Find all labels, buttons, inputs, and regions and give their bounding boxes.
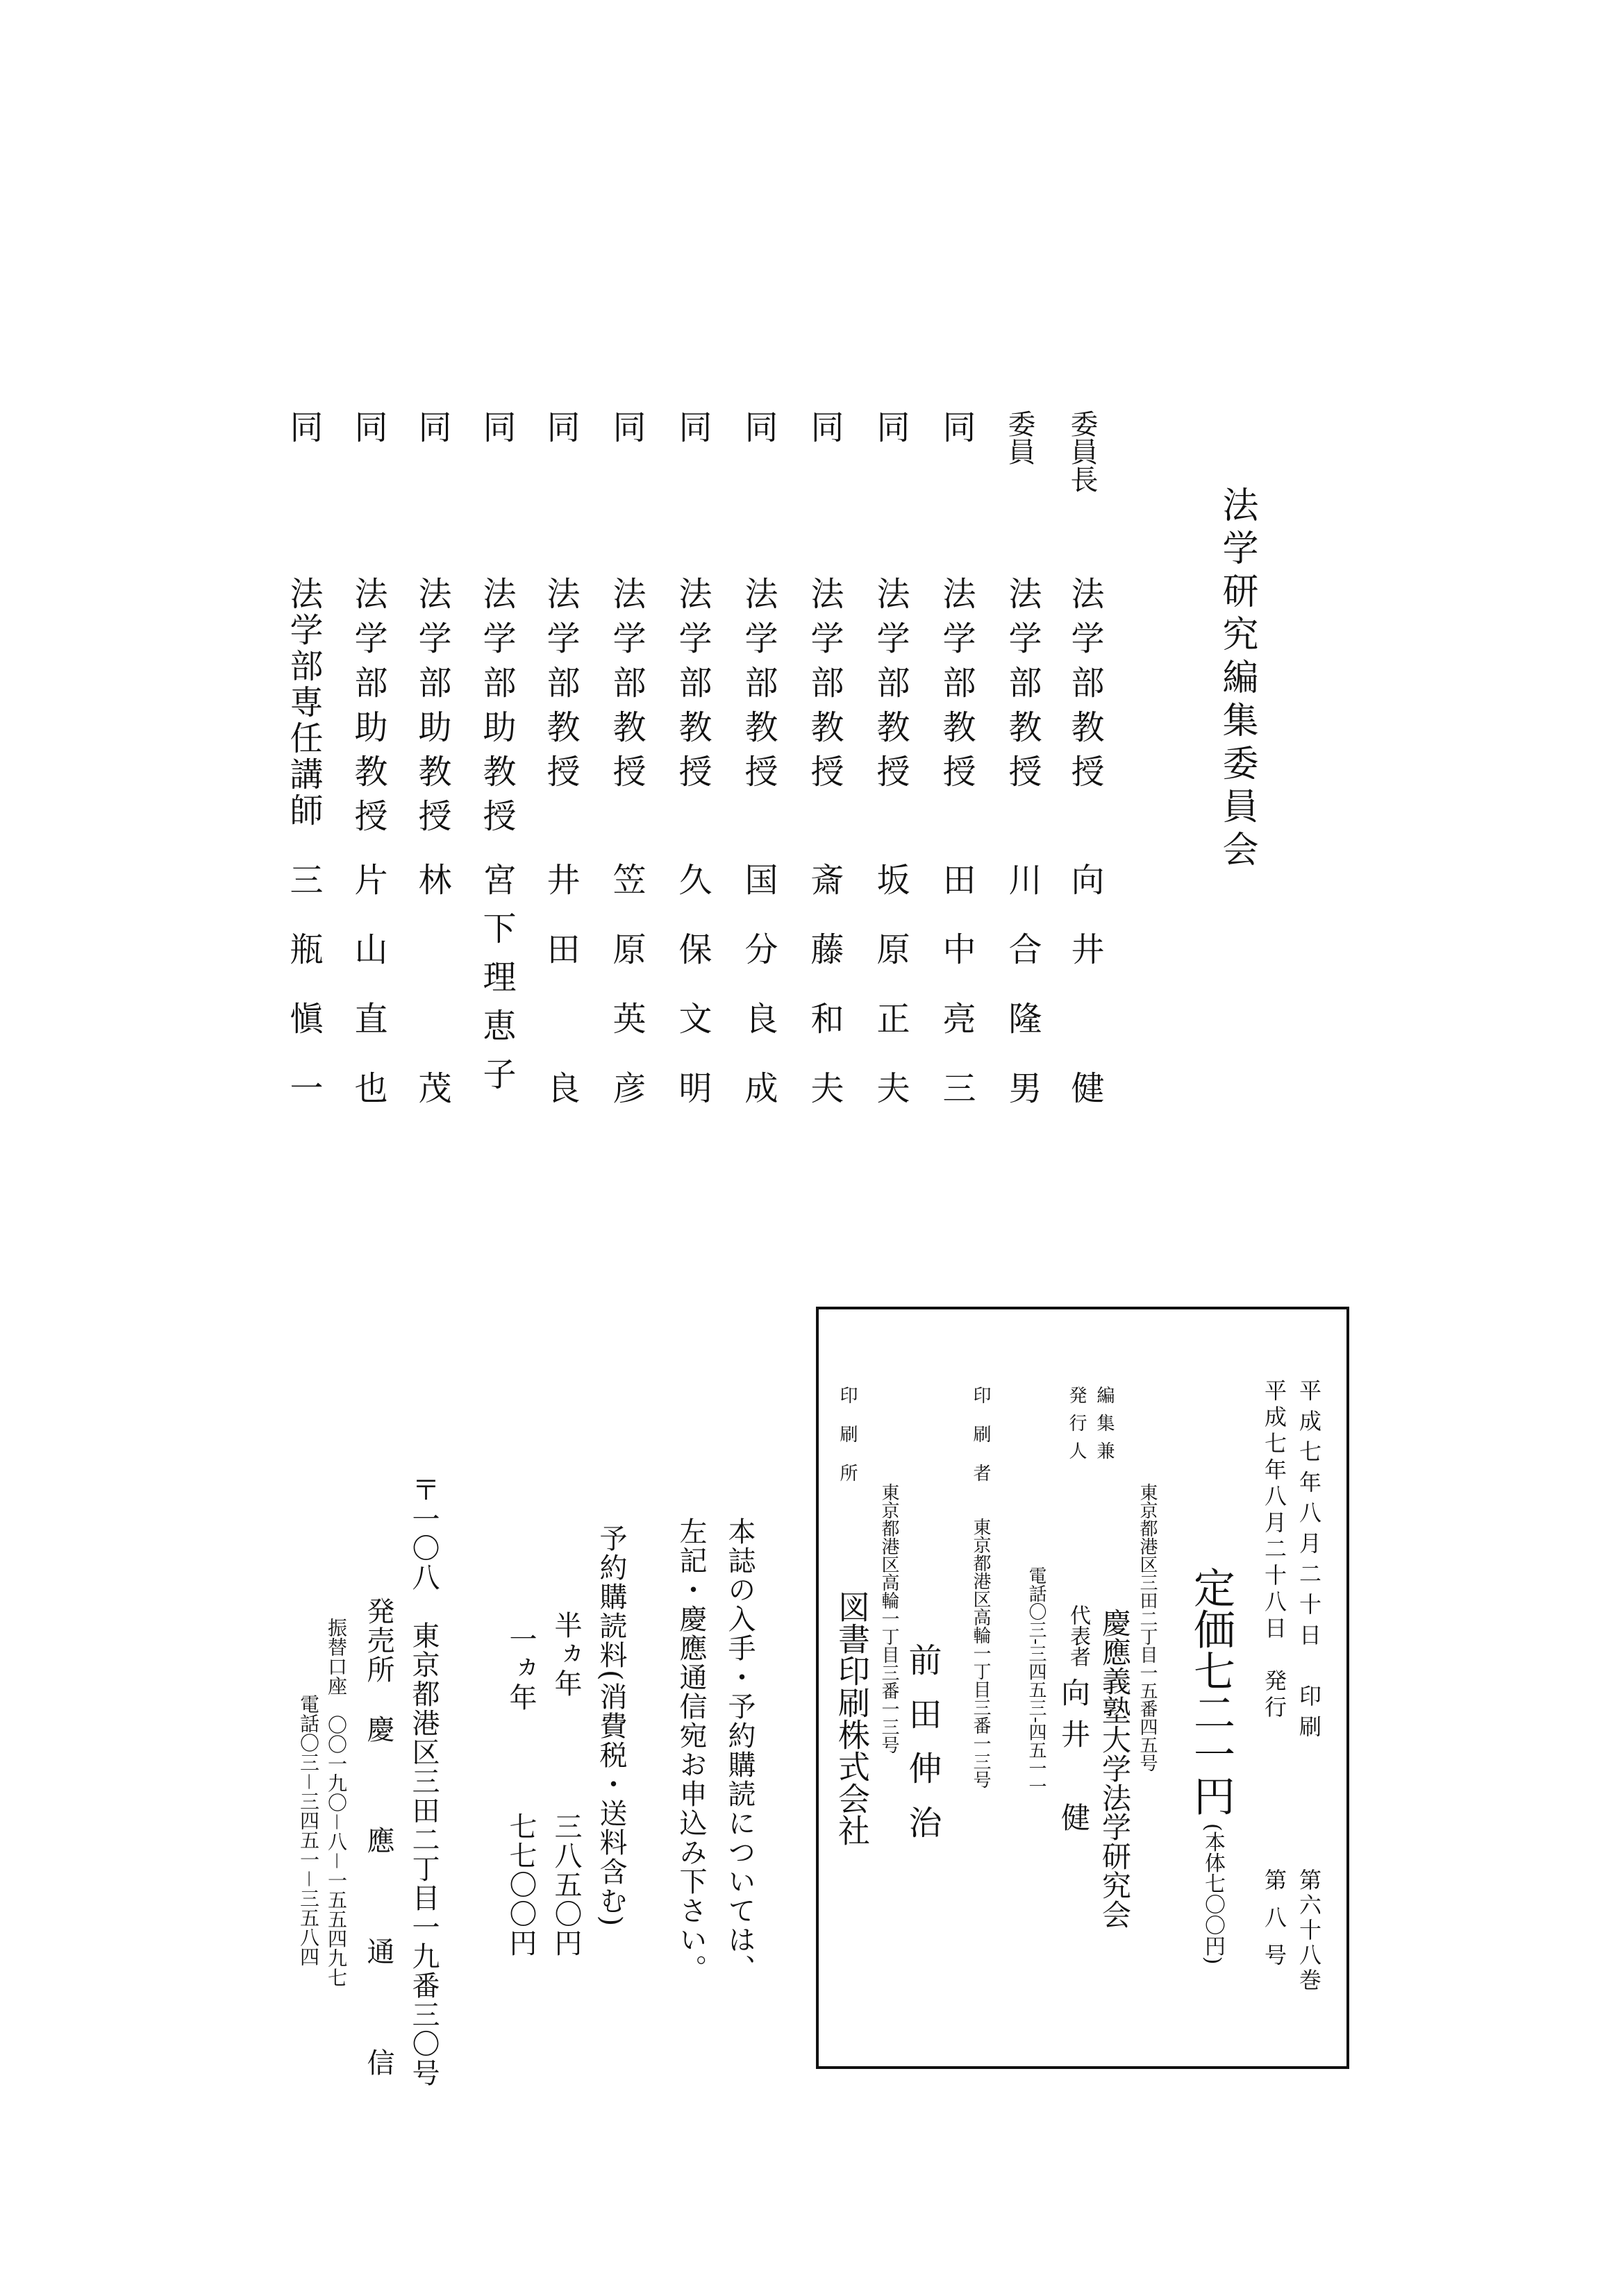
seller-name: 慶 應 通 信 (362, 1715, 394, 2104)
member-name: 川合隆男 (1003, 862, 1042, 1140)
member-role: 同 (284, 410, 323, 443)
half-year-price: 三八五〇円 (550, 1812, 582, 1958)
member-name: 坂原正夫 (871, 862, 910, 1140)
member-name: 久保文明 (673, 862, 712, 1140)
seller-label: 発売所 (362, 1597, 394, 1684)
member-department: 法学部助教授 (349, 576, 387, 843)
printer-address: 東京都港区高輪一丁目三番一三号 (970, 1518, 991, 1788)
member-department: 法学部教授 (607, 576, 646, 798)
member-department: 法学部教授 (739, 576, 778, 798)
half-year-label: 半ヵ年 (550, 1611, 582, 1698)
member-role: 同 (805, 410, 844, 443)
year-label: 一ヵ年 (505, 1625, 537, 1712)
printshop-name: 図書印刷株式会社 (833, 1591, 871, 1846)
member-role: 同 (607, 410, 646, 443)
year-price: 七七〇〇円 (505, 1812, 537, 1958)
member-name: 片山直也 (349, 862, 387, 1140)
volume: 第六十八巻 (1296, 1868, 1322, 1993)
representative-name: 向井 健 (1057, 1677, 1091, 1844)
printer-name: 前田伸治 (903, 1643, 942, 1859)
editor-label: 編集兼 (1094, 1386, 1115, 1469)
member-department: 法学部教授 (937, 576, 976, 798)
member-role: 同 (412, 410, 451, 443)
notice-line-2: 左記・慶應通信宛お申込み下さい。 (675, 1517, 707, 1984)
member-department: 法学部教授 (871, 576, 910, 798)
price: 定価七二一円 (1187, 1566, 1235, 1816)
member-name: 井田 良 (541, 862, 580, 1140)
member-department: 法学部専任講師 (284, 576, 323, 829)
postal-address: 〒一〇八 東京都港区三田二丁目一九番三〇号 (408, 1475, 440, 2088)
member-role: 委員長 (1066, 410, 1098, 493)
member-role: 同 (477, 410, 516, 443)
editor-phone: 電話〇三-三四五三-四五一一 (1026, 1566, 1046, 1795)
price-base: (本体七〇〇円) (1201, 1823, 1225, 1965)
member-name: 向井 健 (1065, 862, 1104, 1140)
publisher-label: 発行人 (1066, 1386, 1087, 1469)
committee-title: 法学研究編集委員会 (1216, 486, 1258, 873)
issue-number: 第八号 (1261, 1868, 1287, 1981)
printshop-label: 印刷所 (837, 1386, 858, 1502)
member-name: 林 茂 (412, 862, 451, 1140)
member-name: 笠原英彦 (607, 862, 646, 1140)
printshop-address: 東京都港区高輪一丁目三番一三号 (878, 1483, 899, 1754)
colophon-box (816, 1307, 1349, 2069)
member-name: 国分良成 (739, 862, 778, 1140)
editor-org: 慶應義塾大学法学研究会 (1098, 1608, 1132, 1929)
member-department: 法学部教授 (1065, 576, 1104, 798)
member-name: 田中亮三 (937, 862, 976, 1140)
member-department: 法学部助教授 (477, 576, 516, 843)
member-role: 同 (673, 410, 712, 443)
member-name: 宮下理恵子 (477, 862, 516, 1105)
transfer-account: 振替口座 〇〇一九〇－八－一五五四九七 (325, 1618, 348, 1988)
printed-date: 平成七年八月二十日 印刷 (1296, 1379, 1322, 1745)
editor-address: 東京都港区三田二丁目一五番四五号 (1137, 1483, 1158, 1772)
member-role: 同 (937, 410, 976, 443)
member-department: 法学部教授 (1003, 576, 1042, 798)
seller-phone: 電話〇三－三四五一－三五八四 (297, 1694, 320, 1967)
member-role: 同 (871, 410, 910, 443)
member-role: 委員 (1003, 410, 1035, 465)
issued-date: 平成七年八月二十八日 発行 (1261, 1379, 1287, 1722)
member-department: 法学部教授 (541, 576, 580, 798)
notice-line-1: 本誌の入手・予約購読については、 (724, 1517, 756, 1984)
member-name: 三瓶愼一 (284, 862, 323, 1140)
member-role: 同 (349, 410, 387, 443)
member-department: 法学部教授 (805, 576, 844, 798)
subscription-label: 予約購読料(消費税・送料含む) (595, 1524, 627, 1928)
member-department: 法学部助教授 (412, 576, 451, 843)
member-role: 同 (541, 410, 580, 443)
member-role: 同 (739, 410, 778, 443)
representative-label: 代表者 (1066, 1604, 1090, 1667)
printer-label: 印刷者 (970, 1386, 991, 1502)
member-department: 法学部教授 (673, 576, 712, 798)
member-name: 斎藤和夫 (805, 862, 844, 1140)
